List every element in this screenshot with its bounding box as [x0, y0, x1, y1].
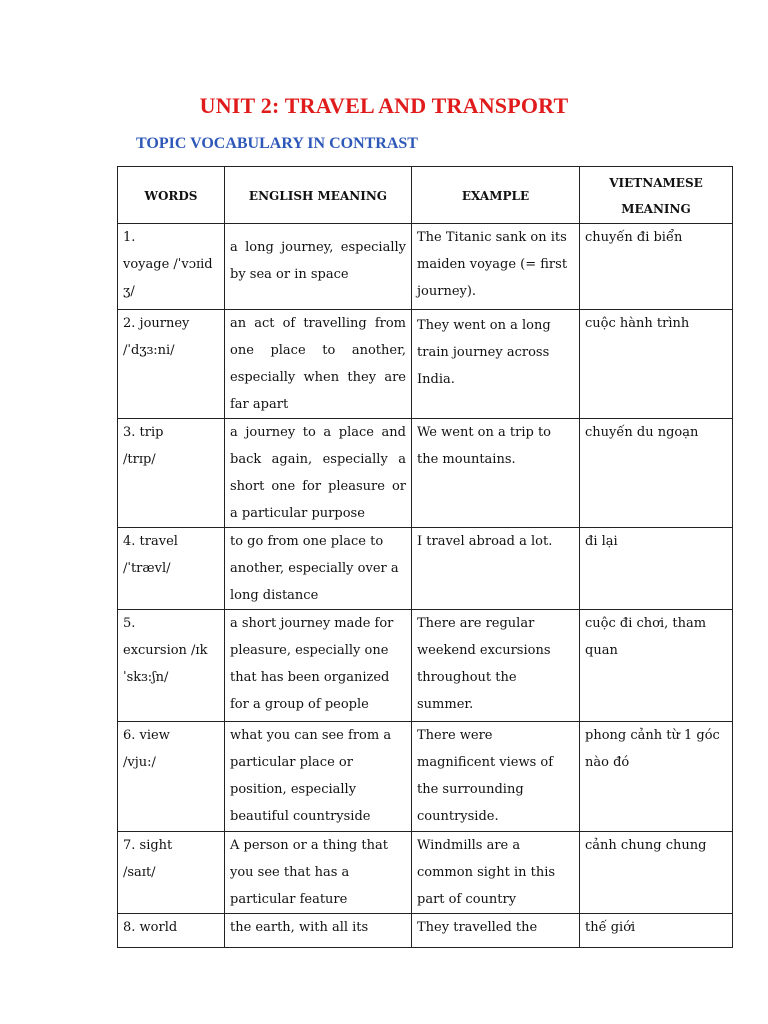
page-title: UNIT 2: TRAVEL AND TRANSPORT [199, 93, 569, 118]
word-cell: 6. view /vju:/ [118, 722, 225, 832]
english-meaning-cell: what you can see from a particular place or position, especially beautiful countryside [225, 722, 412, 832]
table-row [118, 419, 733, 528]
english-meaning-cell: the earth, with all its [225, 914, 412, 948]
example-cell: They travelled the [412, 914, 580, 948]
word-voyage: voyage /ˈvɔɪid ʒ/ [123, 257, 213, 299]
english-meaning-cell: to go from one place to another, especially over a long distance [225, 528, 412, 610]
word-cell: 3. trip /trɪp/ [118, 419, 225, 528]
vietnamese-meaning-cell: chuyến đi biển [580, 224, 733, 310]
vietnamese-meaning-cell: thế giới [580, 914, 733, 948]
vietnamese-meaning-cell: đi lại [580, 528, 733, 610]
example-cell: We went on a trip to the mountains. [412, 419, 580, 528]
example-cell: I travel abroad a lot. [412, 528, 580, 610]
english-meaning-cell: A person or a thing that you see that has a particular feature [225, 832, 412, 914]
example-cell: Windmills are a common sight in this part of country [412, 832, 580, 914]
section-subtitle: TOPIC VOCABULARY IN CONTRAST [136, 135, 418, 152]
table-row [118, 528, 733, 610]
table-header-row [118, 167, 733, 224]
table-row [118, 610, 733, 722]
table-row [118, 832, 733, 914]
example-cell: They went on a long train journey across India. [412, 310, 580, 419]
english-meaning-cell: a short journey made for pleasure, especially one that has been organized for a group of people [225, 610, 412, 722]
table-row [118, 224, 733, 310]
vietnamese-meaning-cell: cuộc đi chơi, tham quan [580, 610, 733, 722]
vietnamese-meaning-cell: chuyến du ngoạn [580, 419, 733, 528]
table-row [118, 722, 733, 832]
vocabulary-table [117, 166, 733, 948]
word-cell: 2. journey /ˈdʒɜ:ni/ [118, 310, 225, 419]
english-meaning-cell: an act of travelling from one place to another, especially when they are far apart [225, 310, 412, 419]
example-cell: The Titanic sank on its maiden voyage (= first journey). [412, 224, 580, 310]
vietnamese-meaning-cell: phong cảnh từ 1 góc nào đó [580, 722, 733, 832]
english-meaning-cell: a journey to a place and back again, especially a short one for pleasure or a particular purpose [225, 419, 412, 528]
word-cell: 4. travel /ˈtrævl/ [118, 528, 225, 610]
word-cell: 1. voyage /ˈvɔɪid ʒ/ [118, 224, 225, 310]
english-meaning-cell: a long journey, especially by sea or in space [225, 224, 412, 310]
header-english-meaning: ENGLISH MEANING [225, 167, 412, 224]
header-example: EXAMPLE [412, 167, 580, 224]
header-words: WORDS [118, 167, 225, 224]
vietnamese-meaning-cell: cuộc hành trình [580, 310, 733, 419]
table-row [118, 914, 733, 948]
word-cell: 8. world [118, 914, 225, 948]
vietnamese-meaning-cell: cảnh chung chung [580, 832, 733, 914]
table-row [118, 310, 733, 419]
word-cell: 5. excursion /ɪk ˈskɜ:ʃn/ [118, 610, 225, 722]
word-cell: 7. sight /saɪt/ [118, 832, 225, 914]
header-vietnamese-meaning: VIETNAMESE MEANING [580, 167, 733, 224]
example-cell: There were magnificent views of the surrounding countryside. [412, 722, 580, 832]
example-cell: There are regular weekend excursions throughout the summer. [412, 610, 580, 722]
